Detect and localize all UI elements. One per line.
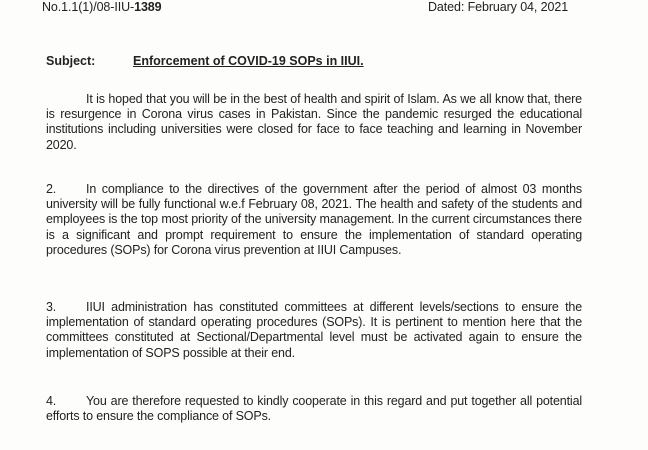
paragraph-1: [46, 92, 582, 153]
paragraph-3: [46, 300, 582, 361]
paragraph-4-text: You are therefore requested to kindly cooperate in this regard and put together all potential efforts to ensure the compliance of SOPs.: [46, 394, 582, 424]
paragraph-2-text: In compliance to the directives of the government after the period of almost 03 months university will be fully functional w.e.f February 08, 2021. The health and safety of the students and employees is the top most priority of the university management. In the current circumstances there is a significant and prompt requirement to ensure the implementation of standard operating procedures (SOPs) for Corona virus prevention at IIUI Campuses.: [46, 182, 582, 257]
reference-serial: 1389: [134, 0, 162, 14]
paragraph-3-text: IIUI administration has constituted committees at different levels/sections to ensure the implementation of standard operating procedures (SOPs). It is pertinent to mention here that the committees constituted at Sectional/Departmental level must be activated again to ensure the implementation of SOPS possible at their end.: [46, 300, 582, 360]
paragraph-4: [46, 394, 582, 424]
paragraph-3-number: 3.: [46, 300, 57, 314]
reference-prefix: No.1.1(1)/08-IIU-: [42, 0, 135, 14]
paragraph-2: [46, 182, 582, 258]
paragraph-1-text: It is hoped that you will be in the best of health and spirit of Islam. As we all know that, there is resurgence in Corona virus cases in Pakistan. Since the pandemic resurged the educational institutions including universities were closed for face to face teaching and learning in November 2020.: [46, 92, 582, 152]
subject-label: Subject:: [46, 54, 96, 68]
paragraph-4-number: 4.: [46, 394, 57, 408]
paragraph-2-number: 2.: [46, 182, 57, 196]
document-date: Dated: February 04, 2021: [428, 0, 569, 14]
reference-number: [42, 0, 162, 14]
subject-text: Enforcement of COVID-19 SOPs in IIUI.: [133, 54, 364, 68]
